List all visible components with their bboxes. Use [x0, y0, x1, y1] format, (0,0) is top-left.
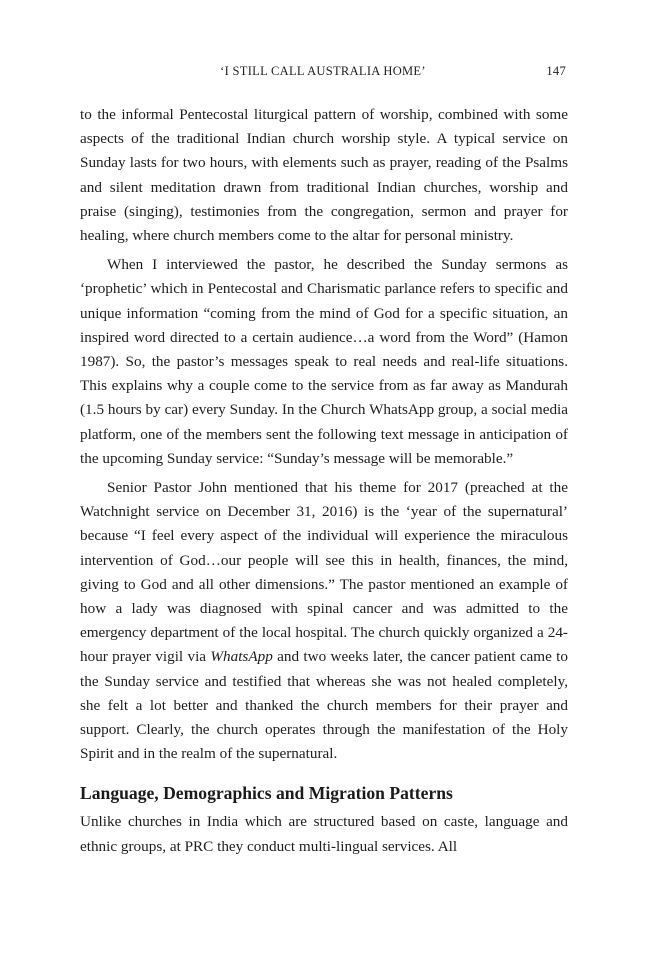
italic-term: WhatsApp	[210, 648, 273, 666]
paragraph-text: Unlike churches in India which are structured based on caste, language and ethnic groups, at PRC they conduct multi-lingual services. All	[80, 813, 568, 855]
paragraph-text: to the informal Pentecostal liturgical pattern of worship, combined with some aspects of the traditional Indian church worship style. A typical service on Sunday lasts for two hours, with elements such as prayer, reading of the Psalms and silent meditation drawn from traditional Indian churches, worship and praise (singing), testimonies from the congregation, sermon and prayer for healing, where church members come to the altar for personal ministry.	[80, 106, 568, 245]
paragraph-4	[80, 810, 568, 858]
paragraph-text: Senior Pastor John mentioned that his theme for 2017 (preached at the Watchnight service on December 31, 2016) is the ‘year of the supernatural’ because “I feel every aspect of the individual will experience the miraculous intervention of God…our people will see this in health, finances, the mind, giving to God and all other dimensions.” The pastor mentioned an example of how a lady was diagnosed with spinal cancer and was admitted to the emergency department of the local hospital. The church quickly organized a 24-hour prayer vigil via	[80, 479, 568, 666]
paragraph-text: When I interviewed the pastor, he described the Sunday sermons as ‘prophetic’ which in Pentecostal and Charismatic parlance refers to specific and unique information “coming from the mind of God for a specific situation, an inspired word directed to a certain audience…a word from the Word” (Hamon 1987). So, the pastor’s messages speak to real needs and real-life situations. This explains why a couple come to the service from as far away as Mandurah (1.5 hours by car) every Sunday. In the Church WhatsApp group, a social media platform, one of the members sent the following text message in anticipation of the upcoming Sunday service: “Sunday’s message will be memorable.”	[80, 256, 568, 467]
running-head: ‘I STILL CALL AUSTRALIA HOME’	[220, 64, 426, 78]
paragraph-text: and two weeks later, the cancer patient came to the Sunday service and testified that whereas she was not healed completely, she felt a lot better and thanked the church members for their prayer and support. Clearly, the church operates through the manifestation of the Holy Spirit and in the realm of the supernatural.	[80, 648, 568, 763]
paragraph-1	[80, 103, 568, 248]
section-heading: Language, Demographics and Migration Patterns	[80, 783, 453, 804]
page-header	[80, 64, 566, 82]
paragraph-3	[80, 476, 568, 766]
paragraph-2	[80, 253, 568, 471]
body-text	[80, 103, 568, 864]
page-number: 147	[546, 64, 566, 78]
